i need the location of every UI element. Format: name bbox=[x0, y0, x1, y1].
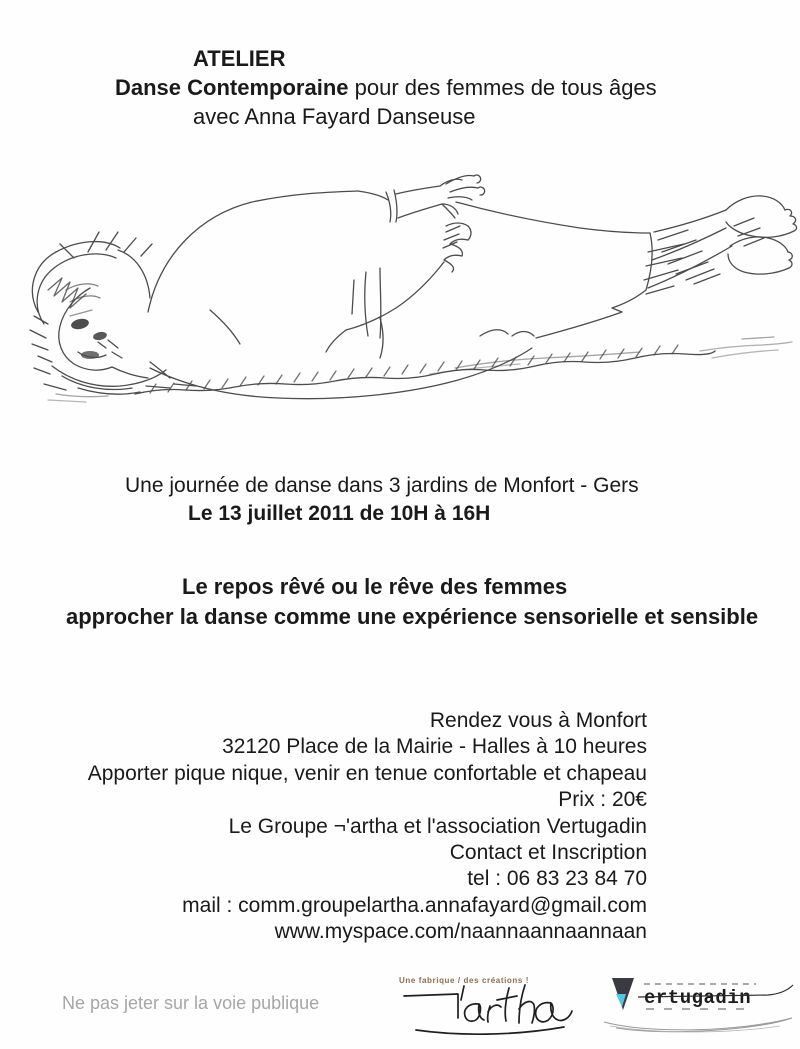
event-line: Une journée de danse dans 3 jardins de Monfort - Gers bbox=[125, 474, 639, 497]
details-price: Prix : 20€ bbox=[558, 788, 647, 812]
details-contact-heading: Contact et Inscription bbox=[449, 841, 647, 865]
practical-details bbox=[88, 708, 647, 946]
theme-subtitle: approcher la danse comme une expérience sensorielle et sensible bbox=[66, 604, 759, 629]
details-phone: tel : 06 83 23 84 70 bbox=[467, 867, 647, 891]
theme-title: Le repos rêvé ou le rêve des femmes bbox=[182, 574, 568, 599]
details-instructions: Apporter pique nique, venir en tenue confortable et chapeau bbox=[87, 761, 647, 785]
vertugadin-wordmark: ertugadin bbox=[644, 987, 752, 1009]
lartha-logo bbox=[398, 984, 583, 1044]
header-audience-text: pour des femmes de tous âges bbox=[348, 75, 657, 100]
details-organizers: Le Groupe ¬'artha et l'association Vertugadin bbox=[228, 814, 647, 838]
details-email: mail : comm.groupelartha.annafayard@gmail.com bbox=[182, 893, 647, 917]
details-meeting-point: Rendez vous à Monfort bbox=[429, 709, 647, 732]
header-teacher: avec Anna Fayard Danseuse bbox=[193, 104, 476, 129]
vertugadin-logo bbox=[598, 970, 798, 1045]
reclining-dancer-sketch bbox=[0, 140, 800, 440]
header-atelier: ATELIER bbox=[193, 46, 286, 71]
lartha-tagline: Une fabrique / des créations ! bbox=[399, 976, 530, 985]
event-date: Le 13 juillet 2011 de 10H à 16H bbox=[188, 502, 491, 525]
disclaimer-text: Ne pas jeter sur la voie publique bbox=[62, 993, 320, 1013]
header-danse-contemporaine: Danse Contemporaine bbox=[115, 75, 349, 100]
header-title-line bbox=[115, 75, 657, 101]
details-website: www.myspace.com/naannaannaannaan bbox=[274, 920, 647, 944]
details-address: 32120 Place de la Mairie - Halles à 10 heures bbox=[222, 735, 647, 759]
